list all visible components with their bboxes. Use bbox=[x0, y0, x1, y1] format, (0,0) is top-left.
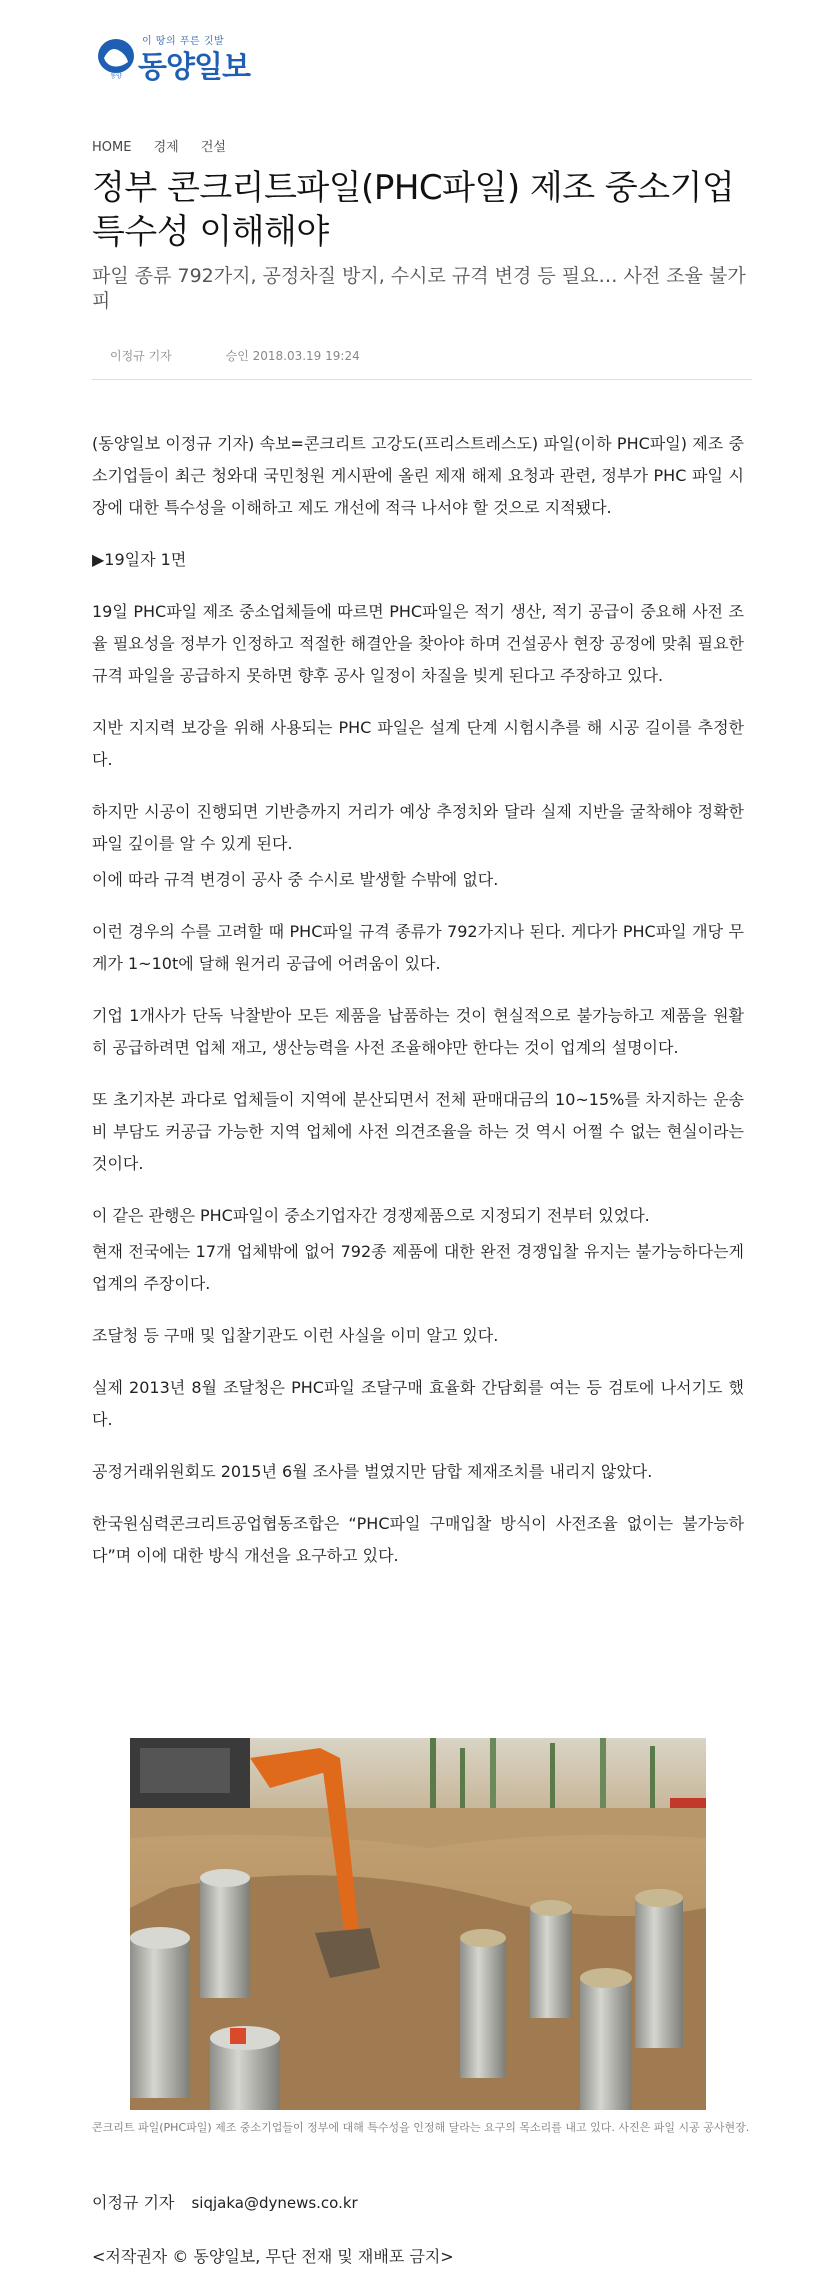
byline-name: 이정규 기자 bbox=[92, 2193, 175, 2212]
paragraph: ▶19일자 1면 bbox=[92, 550, 187, 569]
construction-site-photo bbox=[130, 1738, 706, 2110]
photo-caption: 콘크리트 파일(PHC파일) 제조 중소기업들이 정부에 대해 특수성을 인정해 달라는 요구의 목소리를 내고 있다. 사진은 파일 시공 공사현장. bbox=[92, 2121, 750, 2134]
logo-emblem-icon bbox=[96, 36, 136, 80]
breadcrumb-economy[interactable]: 경제 bbox=[153, 140, 179, 155]
paragraph: 하지만 시공이 진행되면 기반층까지 거리가 예상 추정치와 달라 실제 지반을 굴착해야 정확한 파일 깊이를 알 수 있게 된다. bbox=[92, 802, 744, 853]
article-photo[interactable] bbox=[130, 1738, 706, 2110]
article-meta bbox=[110, 347, 360, 364]
paragraph: 한국원심력콘크리트공업협동조합은 “PHC파일 구매입찰 방식이 사전조율 없이는 불가능하다”며 이에 대한 방식 개선을 요구하고 있다. bbox=[92, 1514, 744, 1565]
article-title: 정부 콘크리트파일(PHC파일) 제조 중소기업 특수성 이해해야 bbox=[92, 168, 735, 252]
logo-text: 동양일보 bbox=[138, 50, 250, 85]
article-byline bbox=[92, 2190, 358, 2213]
copyright-notice: <저작권자 © 동양일보, 무단 전재 및 재배포 금지> bbox=[92, 2247, 454, 2266]
paragraph: 실제 2013년 8월 조달청은 PHC파일 조달구매 효율화 간담회를 여는 등 검토에 나서기도 했다. bbox=[92, 1378, 744, 1429]
paragraph: 기업 1개사가 단독 낙찰받아 모든 제품을 납품하는 것이 현실적으로 불가능하고 제품을 원활히 공급하려면 업체 재고, 생산능력을 사전 조율해야만 한다는 것이 업계의 설명이다. bbox=[92, 1006, 744, 1057]
site-logo[interactable] bbox=[96, 28, 286, 86]
breadcrumb-home[interactable]: HOME bbox=[92, 140, 132, 155]
article-body bbox=[92, 428, 744, 1592]
logo-slogan: 이 땅의 푸른 깃발 bbox=[142, 36, 225, 47]
paragraph: 이런 경우의 수를 고려할 때 PHC파일 규격 종류가 792가지나 된다. 게다가 PHC파일 개당 무게가 1~10t에 달해 원거리 공급에 어려움이 있다. bbox=[92, 922, 744, 973]
article-approved-date: 승인 2018.03.19 19:24 bbox=[225, 349, 360, 363]
paragraph: (동양일보 이정규 기자) 속보=콘크리트 고강도(프리스트레스도) 파일(이하 PHC파일) 제조 중소기업들이 최근 청와대 국민청원 게시판에 올린 제재 해제 요청과 관련, 정부가 PHC 파일 시장에 대한 특수성을 이해하고 제도 개선에 적극 나서야 할 것으로 지적됐다. bbox=[92, 434, 744, 517]
paragraph: 조달청 등 구매 및 입찰기관도 이런 사실을 이미 알고 있다. bbox=[92, 1326, 499, 1345]
paragraph: 이 같은 관행은 PHC파일이 중소기업자간 경쟁제품으로 지정되기 전부터 있었다. bbox=[92, 1206, 650, 1225]
paragraph: 지반 지지력 보강을 위해 사용되는 PHC 파일은 설계 단계 시험시추를 해 시공 길이를 추정한다. bbox=[92, 718, 744, 769]
byline-email[interactable]: siqjaka@dynews.co.kr bbox=[191, 2194, 358, 2212]
paragraph: 19일 PHC파일 제조 중소업체들에 따르면 PHC파일은 적기 생산, 적기 공급이 중요해 사전 조율 필요성을 정부가 인정하고 적절한 해결안을 찾아야 하며 건설공사 현장 공정에 맞춰 필요한 규격 파일을 공급하지 못하면 향후 공사 일정이 차질을 빚게 된다고 주장하고 있다. bbox=[92, 602, 744, 685]
paragraph: 현재 전국에는 17개 업체밖에 없어 792종 제품에 대한 완전 경쟁입찰 유지는 불가능하다는게 업계의 주장이다. bbox=[92, 1242, 744, 1293]
article-author[interactable]: 이정규 기자 bbox=[110, 349, 172, 363]
breadcrumb-construction[interactable]: 건설 bbox=[200, 140, 226, 155]
logo-emblem-text: 동양 bbox=[110, 73, 122, 80]
article-subtitle: 파일 종류 792가지, 공정차질 방지, 수시로 규격 변경 등 필요… 사전 조율 불가피 bbox=[92, 265, 746, 312]
paragraph: 이에 따라 규격 변경이 공사 중 수시로 발생할 수밖에 없다. bbox=[92, 870, 499, 889]
breadcrumb bbox=[92, 136, 244, 155]
paragraph: 공정거래위원회도 2015년 6월 조사를 벌였지만 담합 제재조치를 내리지 않았다. bbox=[92, 1462, 653, 1481]
header-divider bbox=[92, 379, 752, 380]
paragraph: 또 초기자본 과다로 업체들이 지역에 분산되면서 전체 판매대금의 10~15%를 차지하는 운송비 부담도 커공급 가능한 지역 업체에 사전 의견조율을 하는 것 역시 어쩔 수 없는 현실이라는 것이다. bbox=[92, 1090, 744, 1173]
